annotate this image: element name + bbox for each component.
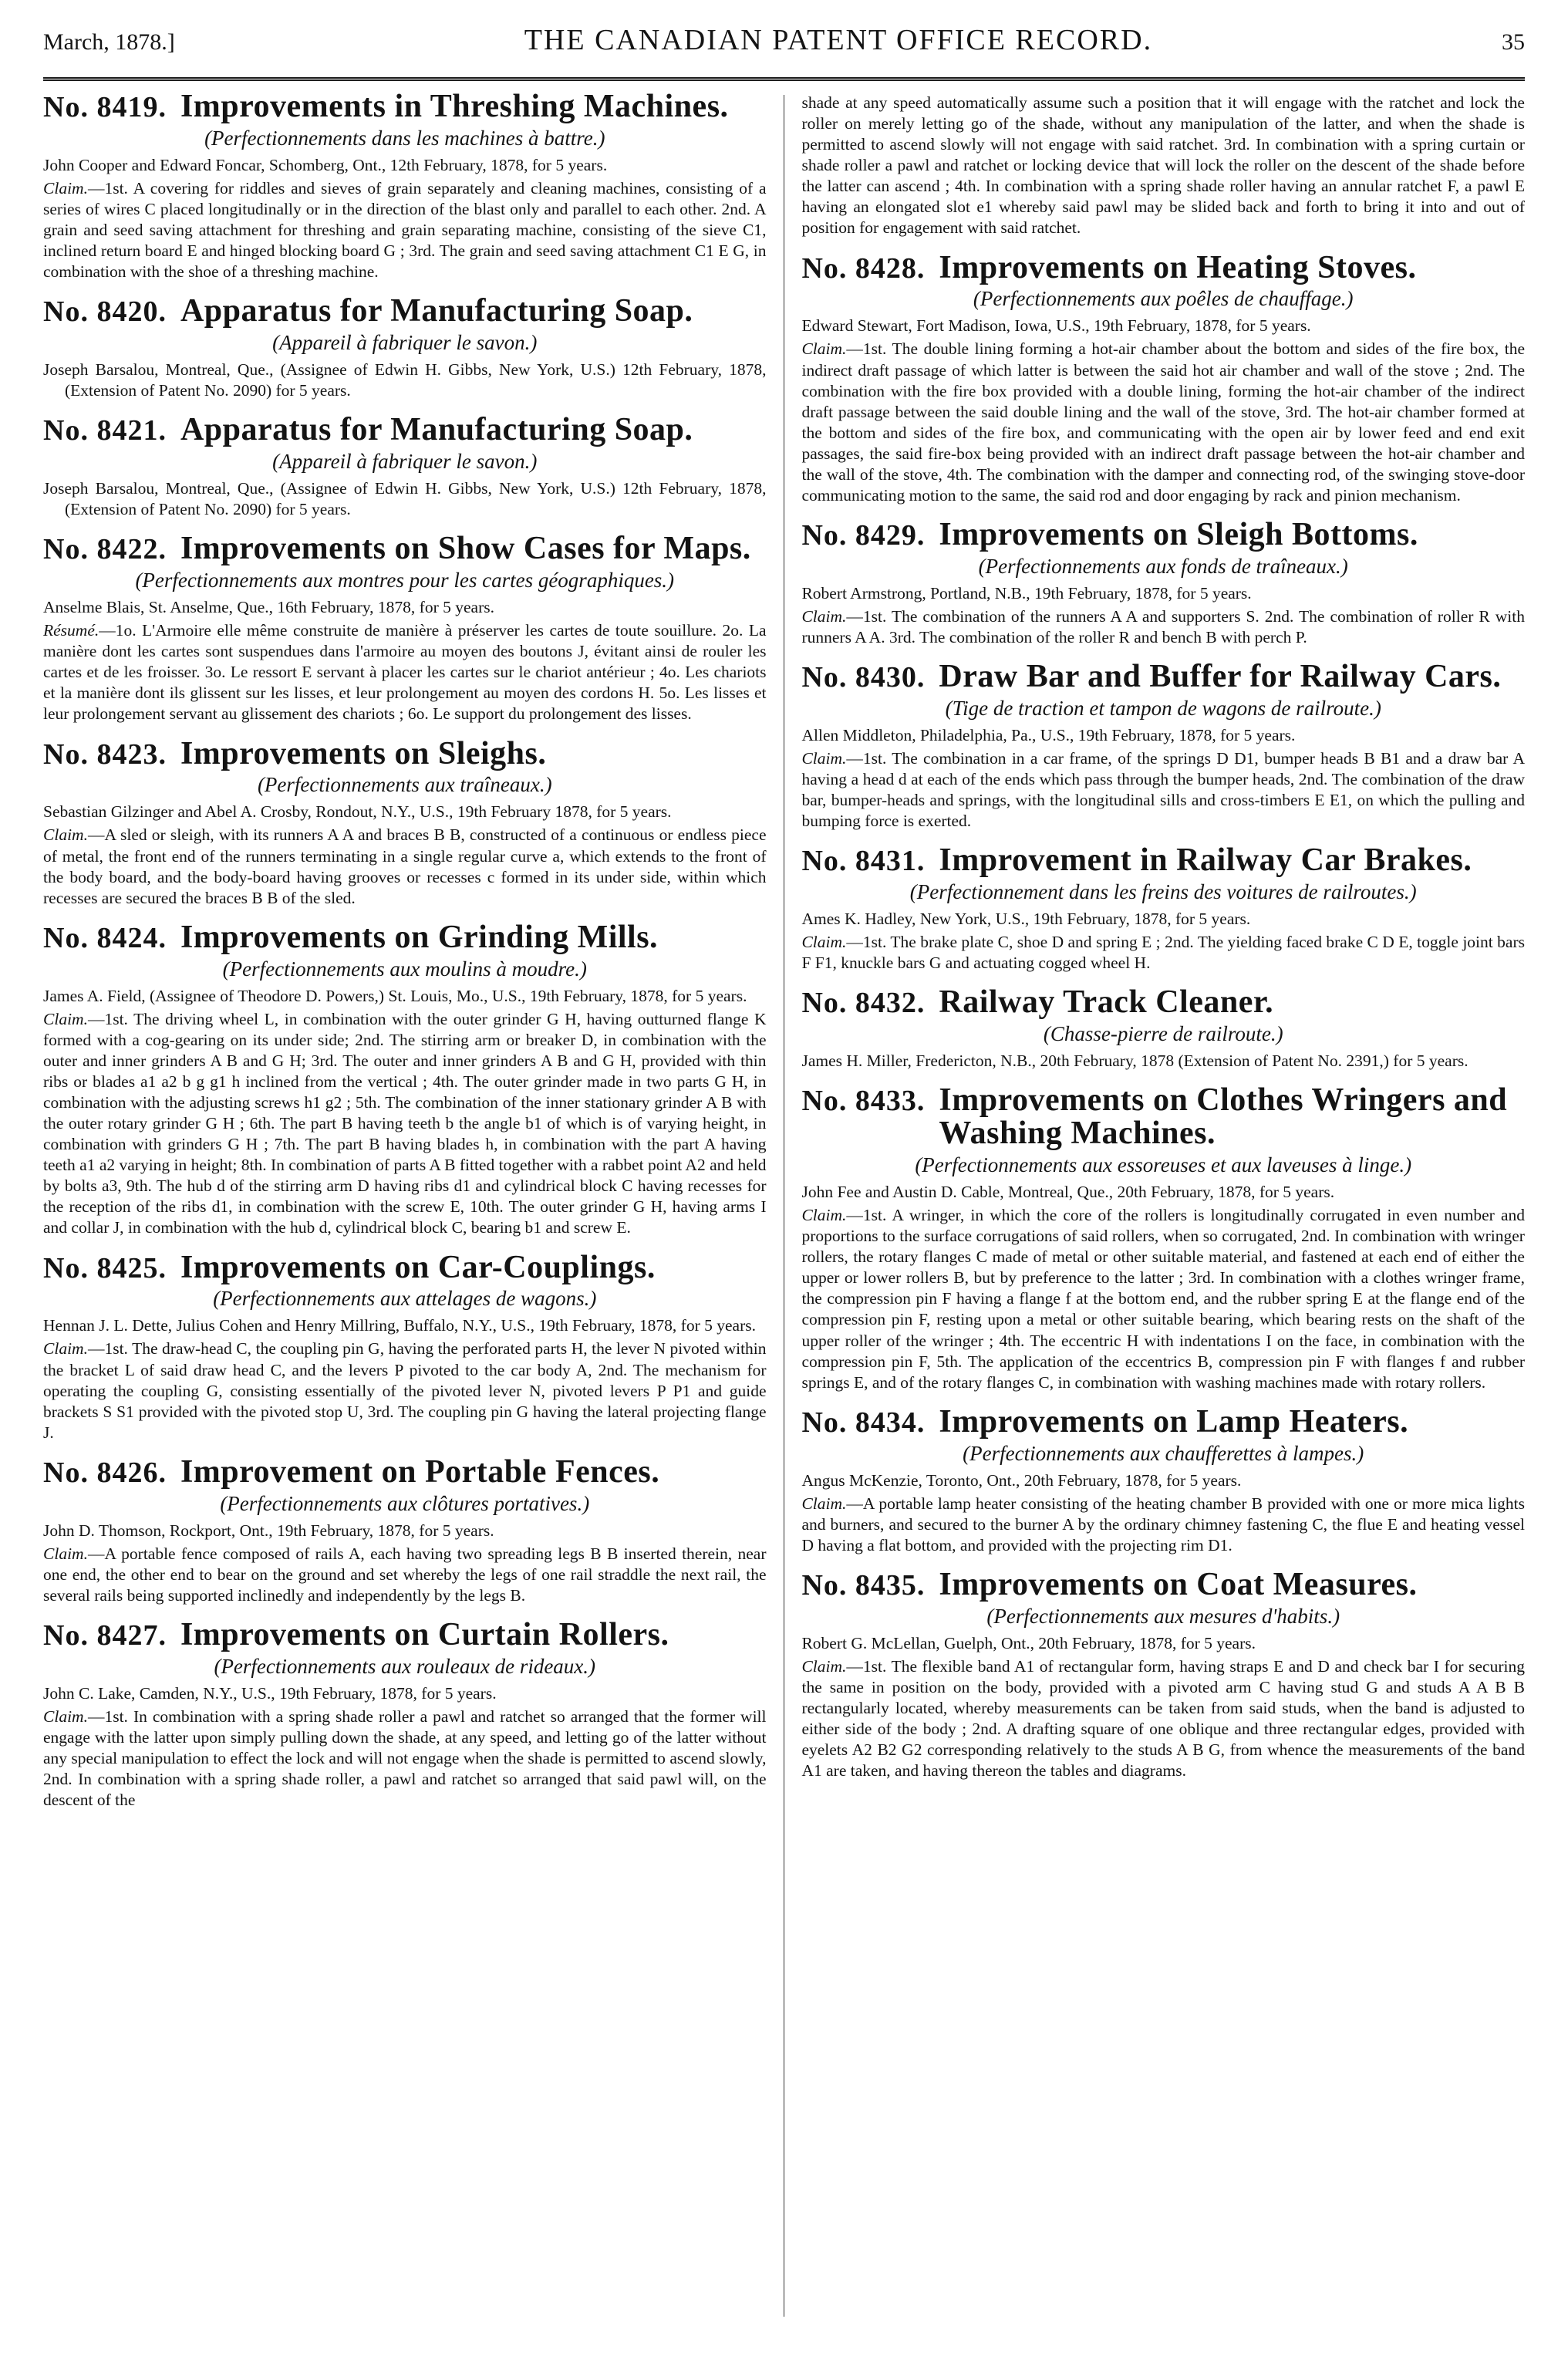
french-title: (Perfectionnements aux montres pour les cartes géographiques.) [135, 569, 675, 592]
patent-number: No. 8423. [43, 738, 167, 771]
inventor-line: Edward Stewart, Fort Madison, Iowa, U.S., 19th February, 1878, for 5 years. [801, 316, 1311, 336]
patent-number: No. 8432. [801, 987, 926, 1020]
patent-title: Railway Track Cleaner. [939, 984, 1274, 1021]
claim-text [43, 825, 767, 908]
column-rule [784, 95, 785, 2317]
entry-heading [801, 844, 1525, 877]
claim-text [801, 1494, 1525, 1556]
patent-entry [43, 532, 767, 724]
claim-text [801, 1205, 1525, 1393]
patent-number: No. 8422. [43, 533, 167, 566]
claim-body: —1st. The double lining forming a hot-air chamber about the bottom and sides of the fire box, the indirect draft passage of which latter is between the said hot air chamber and wall of the stove ; 2nd. The combination with the fire box provided with a double lining, forming the hot-air chamber of the indirect draft passage between the said double lining and the wall of the stove, 3rd. The hot-air chamber formed at the bottom and sides of the fire box, and communicating with the open air by lower feed and end exit passages, the said fire-box being provided with an indirect draft passage between the hot-air chamber and the wall of the stove, 4th. The combination with the damper and connecting rod, of the swinging stove-door communicating motion to the same, the said rod and door engaging by rack and pinion mechanism. [801, 339, 1525, 505]
patent-entry [43, 414, 767, 520]
patent-entry [801, 518, 1525, 648]
entry-heading [801, 518, 1525, 552]
claim-text [43, 1706, 767, 1811]
patent-title: Improvement on Portable Fences. [180, 1453, 660, 1490]
inventor-line: Angus McKenzie, Toronto, Ont., 20th February, 1878, for 5 years. [801, 1470, 1242, 1490]
patent-title: Improvements on Heating Stoves. [939, 249, 1417, 285]
french-title: (Appareil à fabriquer le savon.) [272, 331, 538, 355]
claim-text [43, 1009, 767, 1239]
french-title: (Tige de traction et tampon de wagons de railroute.) [945, 696, 1381, 720]
entry-heading [43, 532, 767, 565]
french-title: (Perfectionnements aux poêles de chauffage.) [973, 287, 1354, 311]
patent-number: No. 8433. [801, 1085, 926, 1118]
entry-heading [801, 986, 1525, 1019]
french-title: (Perfectionnements aux rouleaux de rideaux.) [214, 1654, 596, 1678]
inventor-line: Sebastian Gilzinger and Abel A. Crosby, Rondout, N.Y., U.S., 19th February 1878, for 5 years. [43, 802, 672, 822]
inventor-line: James A. Field, (Assignee of Theodore D. Powers,) St. Louis, Mo., U.S., 19th February, 1878, for 5 years. [43, 986, 747, 1005]
claim-label: Claim. [801, 749, 847, 768]
french-title: (Perfectionnement dans les freins des voitures de railroutes.) [909, 880, 1417, 904]
claim-text [43, 620, 767, 724]
patent-entry [801, 1568, 1525, 1781]
patent-title: Improvements in Threshing Machines. [180, 90, 729, 124]
patent-entry [801, 1084, 1525, 1392]
claim-label: Claim. [43, 1544, 88, 1563]
entry-heading [43, 1616, 767, 1652]
patent-entry [801, 93, 1525, 239]
claim-text [801, 932, 1525, 974]
patent-number: No. 8419. [43, 91, 167, 123]
inventor-line: James H. Miller, Fredericton, N.B., 20th February, 1878 (Extension of Patent No. 2391,) for 5 years. [801, 1051, 1469, 1071]
french-title: (Perfectionnements aux mesures d'habits.) [986, 1604, 1340, 1628]
patent-title: Improvements on Sleighs. [180, 735, 547, 771]
claim-label: Claim. [801, 1206, 847, 1225]
running-head [43, 23, 1525, 81]
french-title: (Perfectionnements aux essoreuses et aux laveuses à linge.) [915, 1153, 1412, 1176]
patent-entry [43, 295, 767, 401]
claim-label: Claim. [801, 1656, 847, 1676]
entry-heading [801, 1084, 1525, 1150]
patent-number: No. 8424. [43, 921, 167, 954]
claim-text [801, 748, 1525, 832]
right-column [801, 90, 1525, 2327]
patent-title: Improvements on Grinding Mills. [180, 919, 659, 955]
claim-label: Claim. [801, 933, 847, 952]
inventor-line: Robert Armstrong, Portland, N.B., 19th February, 1878, for 5 years. [801, 583, 1252, 603]
claim-body: —1st. The draw-head C, the coupling pin G, having the perforated parts H, the lever N pivoted within the bracket L of said draw head C, and the levers P pivoted to the car body A, 2nd. The mechanism for operating the coupling G, consisting essentially of the pivoted lever N, pivoted levers P P1 and guide brackets S S1 provided with the pivoted stop U, 3rd. The coupling pin G having the lateral projecting flange J. [43, 1339, 767, 1442]
inventor-line: Anselme Blais, St. Anselme, Que., 16th February, 1878, for 5 years. [43, 598, 494, 617]
entry-heading [43, 921, 767, 954]
claim-body: —1st. The combination of the runners A A and supporters S. 2nd. The combination of roller R with runners A A. 3rd. The combination of the roller R and bench B with perch P. [801, 606, 1525, 647]
patent-entry [43, 90, 767, 282]
claim-label: Résumé. [43, 621, 99, 640]
entry-heading [801, 1568, 1525, 1602]
patent-entry [801, 844, 1525, 974]
entry-heading [43, 414, 767, 447]
claim-body: —A portable lamp heater consisting of the heating chamber B provided with one or more mica lights and burners, and secured to the burner A by the ordinary chimney fastening C, the flue E and heating vessel D having a flat bottom, and provided with the projecting rim D1. [801, 1494, 1525, 1554]
inventor-line: John D. Thomson, Rockport, Ont., 19th February, 1878, for 5 years. [43, 1521, 494, 1540]
patent-title: Draw Bar and Buffer for Railway Cars. [939, 659, 1502, 695]
claim-label: Claim. [801, 606, 847, 626]
entry-heading [43, 735, 767, 771]
claim-text [43, 1338, 767, 1443]
left-column [43, 90, 767, 2327]
columns [43, 90, 1525, 2327]
patent-number: No. 8435. [801, 1568, 926, 1602]
patent-number: No. 8427. [43, 1619, 167, 1652]
claim-body: —1st. The combination in a car frame, of the springs D D1, bumper heads B B1 and a draw bar A having a head d at each of the ends which pass through the bumper heads, 2nd. The combination of the draw bar, bumper-heads and springs, with the longitudinal sills and cross-timbers E E1, on which the pulling and bumping force is exerted. [801, 749, 1525, 831]
claim-body: —A sled or sleigh, with its runners A A and braces B B, constructed of a continuous or endless piece of metal, the front end of the runners terminating in a single regular curve a, which extends to the front of the body board, and the body-board having grooves or recesses c formed in its under side, within which recesses are secured the braces B B of the sled. [43, 825, 767, 907]
inventor-line: Ames K. Hadley, New York, U.S., 19th February, 1878, for 5 years. [801, 910, 1251, 929]
patent-title: Improvements on Coat Measures. [939, 1566, 1418, 1602]
french-title: (Perfectionnements aux fonds de traîneaux.) [978, 554, 1348, 578]
patent-title: Improvements on Car-Couplings. [180, 1249, 656, 1285]
claim-body: shade at any speed automatically assume such a position that it will engage with the ratchet and lock the roller on merely letting go of the shade, without any manipulation of the latter, and when the shade is permitted to ascend slowly will not engage with said ratchet. 3rd. In combination with a spring curtain or shade roller a pawl and ratchet or locking device that will lock the roller on the descent of the shade before the latter can ascend ; 4th. In combination with a spring shade roller having an annular ratchet F, a pawl E having an elongated slot e1 whereby said pawl may be slided back and forth to bring it into and out of position for engagement with said ratchet. [801, 93, 1525, 238]
french-title: (Appareil à fabriquer le savon.) [272, 450, 538, 474]
claim-text [801, 1656, 1525, 1781]
inventor-line: Robert G. McLellan, Guelph, Ont., 20th February, 1878, for 5 years. [801, 1633, 1256, 1652]
patent-number: No. 8428. [801, 251, 926, 285]
inventor-line: John Fee and Austin D. Cable, Montreal, Que., 20th February, 1878, for 5 years. [801, 1182, 1335, 1201]
french-title: (Perfectionnements aux attelages de wagons.) [213, 1287, 597, 1311]
inventor-line: John Cooper and Edward Foncar, Schomberg, Ont., 12th February, 1878, for 5 years. [43, 155, 608, 174]
entry-heading [43, 1453, 767, 1490]
claim-text [801, 339, 1525, 506]
patent-title: Apparatus for Manufacturing Soap. [180, 293, 693, 329]
inventor-line: Allen Middleton, Philadelphia, Pa., U.S., 19th February, 1878, for 5 years. [801, 725, 1296, 744]
claim-label: Claim. [43, 178, 88, 197]
patent-title: Improvements on Sleigh Bottoms. [939, 517, 1418, 553]
french-title: (Perfectionnements aux clôtures portatives.) [220, 1491, 590, 1515]
claim-text [801, 93, 1525, 239]
entry-heading [43, 90, 767, 123]
patent-entry [43, 921, 767, 1239]
patent-number: No. 8420. [43, 295, 167, 329]
patent-number: No. 8429. [801, 519, 926, 552]
patent-number: No. 8425. [43, 1251, 167, 1284]
patent-title: Improvements on Lamp Heaters. [939, 1403, 1409, 1440]
claim-text [801, 606, 1525, 648]
claim-body: —1st. A covering for riddles and sieves of grain separately and cleaning machines, consisting of a series of wires C placed longitudinally or in the direction of the blast only and parallel to each other. 2nd. A grain and seed saving attachment for threshing and grain separating machine, consisting of the sieve C1, inclined return board E and hinged blocking board G ; 3rd. The grain and seed saving attachment C1 E G, in combination with the shoe of a threshing machine. [43, 178, 767, 282]
patent-number: No. 8426. [43, 1456, 167, 1489]
claim-text [43, 1544, 767, 1606]
claim-body: —1st. A wringer, in which the core of the rollers is longitudinally corrugated in even number and proportions to the surface corrugations of said rollers, when so corrugated, 2nd. In combination with wringer rollers, the rotary flanges C made of metal or other suitable material, and fastened at each end of either the upper or lower rollers B, but by preference to the latter ; 3rd. In combination with a clothes wringer frame, the compression pin F having a flange f at the bottom end, and the rubber spring E at the flange end of the compression pin F, resting upon a metal or other suitable bearing, which bearing rests on the shaft of the upper roller of the wringer ; 4th. The eccentric H with indentations I on the face, in combination with the compression pin F, 5th. The application of the eccentrics B, compression pin F with flanges f and rubber springs E, and of the rotary flanges C, in combination with washing machines made with rotary rollers. [801, 1206, 1525, 1392]
claim-text [43, 178, 767, 282]
claim-body: —1st. The brake plate C, shoe D and spring E ; 2nd. The yielding faced brake C D E, toggle joint bars F F1, knuckle bars G and actuating cogged wheel H. [801, 933, 1525, 973]
entry-heading [801, 660, 1525, 694]
patent-number: No. 8434. [801, 1406, 926, 1439]
patent-entry [43, 735, 767, 909]
french-title: (Perfectionnements aux traîneaux.) [257, 773, 552, 797]
french-title: (Perfectionnements aux chaufferettes à lampes.) [963, 1441, 1364, 1465]
claim-body: —1st. The driving wheel L, in combination with the outer grinder G H, having outturned flange K formed with a cog-gearing on its under side; 2nd. The stirring arm or breaker D, in combination with the outer and inner grinders A B and G H; 3rd. The outer and inner grinders A B and G H, provided with thin ribs or blades a1 a2 b g g1 h inclined from the vertical ; 4th. The outer grinder made in two parts G H, in combination with the adjusting screws h1 g2 ; 5th. The combination of the inner stationary grinder A B with the outer rotary grinder G H ; 6th. The part B having teeth b the angle b1 of which is of varying height, in combination with grinders G H ; 7th. The part B having blades h, in combination with the part A having teeth a1 a2 varying in height; 8th. In combination of parts A B fitted together with a rabbet point A2 and held by bolts a3, 9th. The hub d of the stirring arm D having ribs d1 and cylindrical block C having recesses for the reception of the ribs d1, in combination with the screw E, 10th. The outer grinder G H, having arms I and collar J, in combination with the hub d, cylindrical block C, bearing b1 and screw E. [43, 1009, 767, 1237]
patent-title: Improvements on Show Cases for Maps. [180, 531, 751, 567]
page-number: 35 [1501, 29, 1525, 55]
inventor-line: John C. Lake, Camden, N.Y., U.S., 19th February, 1878, for 5 years. [43, 1683, 497, 1703]
patent-title: Improvements on Curtain Rollers. [180, 1616, 669, 1652]
patent-entry [43, 1251, 767, 1443]
patent-entry [801, 660, 1525, 832]
claim-body: —1o. L'Armoire elle même construite de manière à préserver les cartes de toute souillure. 2o. La manière dont les cartes sont suspendues dans l'armoire au moyen des boutons J, évitant ainsi de rouler les cartes et de les froisser. 3o. Le ressort E servant à placer les cartes sur le chariot antérieur ; 4o. Les chariots et la manière dont ils glissent sur les lisses, et leur prolongement au moyen des cordons H. 5o. Les lisses et leur prolongement servant au glissement des chariots ; 6o. Le support du prolongement des lisses. [43, 621, 767, 724]
patent-title: Improvement in Railway Car Brakes. [939, 842, 1472, 879]
entry-heading [43, 1251, 767, 1284]
patent-entry [43, 1453, 767, 1606]
claim-label: Claim. [801, 339, 847, 359]
patent-number: No. 8431. [801, 845, 926, 878]
patent-title: Improvements on Clothes Wringers and Washing Machines. [939, 1082, 1508, 1152]
french-title: (Perfectionnements aux moulins à moudre.) [222, 957, 587, 981]
patent-title: Apparatus for Manufacturing Soap. [180, 412, 693, 448]
french-title: (Perfectionnements dans les machines à battre.) [204, 126, 605, 150]
issue-date: March, 1878.] [43, 29, 175, 55]
inventor-line: Joseph Barsalou, Montreal, Que., (Assignee of Edwin H. Gibbs, New York, U.S.) 12th February, 1878, (Extension of Patent No. 2090) for 5 years. [43, 479, 767, 519]
claim-label: Claim. [43, 1339, 88, 1359]
claim-body: —A portable fence composed of rails A, each having two spreading legs B B inserted therein, near one end, the other end to bear on the ground and set whereby the legs of one rail straddle the next rail, the several rails being supported inclinedly and independently by the legs B. [43, 1544, 767, 1605]
claim-body: —1st. The flexible band A1 of rectangular form, having straps E and D and check bar I for securing the same in position on the body, provided with a pivoted arm C having stud G and studs A A B B rectangularly located, whereby measurements can be taken from said studs, when the band is adjusted to either side of the body ; 2nd. A drafting square of one oblique and three rectangular edges, provided with eyelets A2 B2 G2 corresponding relatively to the studs A B G, from whence the measurements of the band A1 are taken, and having thereon the tables and diagrams. [801, 1656, 1525, 1781]
claim-label: Claim. [43, 825, 88, 845]
patent-entry [43, 1616, 767, 1811]
publication-title: THE CANADIAN PATENT OFFICE RECORD. [524, 24, 1153, 56]
patent-number: No. 8430. [801, 661, 926, 694]
claim-body: —1st. In combination with a spring shade roller a pawl and ratchet so arranged that the former will engage with the latter upon simply pulling down the shade, at any speed, and letting go of the latter without any special manipulation to effect the lock and will not engage when the shade is permitted to ascend slowly, 2nd. In combination with a spring shade roller, a pawl and ratchet so arranged that said pawl will, on the descent of the [43, 1706, 767, 1810]
entry-heading [43, 295, 767, 328]
claim-label: Claim. [43, 1706, 88, 1726]
claim-label: Claim. [43, 1009, 88, 1028]
inventor-line: Hennan J. L. Dette, Julius Cohen and Henry Millring, Buffalo, N.Y., U.S., 19th February, 1878, for 5 years. [43, 1316, 756, 1335]
patent-entry [801, 251, 1525, 507]
patent-entry [801, 986, 1525, 1072]
patent-entry [801, 1403, 1525, 1556]
entry-heading [801, 1403, 1525, 1440]
inventor-line: Joseph Barsalou, Montreal, Que., (Assignee of Edwin H. Gibbs, New York, U.S.) 12th February, 1878, (Extension of Patent No. 2090) for 5 years. [43, 360, 767, 400]
patent-number: No. 8421. [43, 414, 167, 447]
claim-label: Claim. [801, 1494, 847, 1513]
entry-heading [801, 251, 1525, 285]
french-title: (Chasse-pierre de railroute.) [1043, 1022, 1283, 1046]
